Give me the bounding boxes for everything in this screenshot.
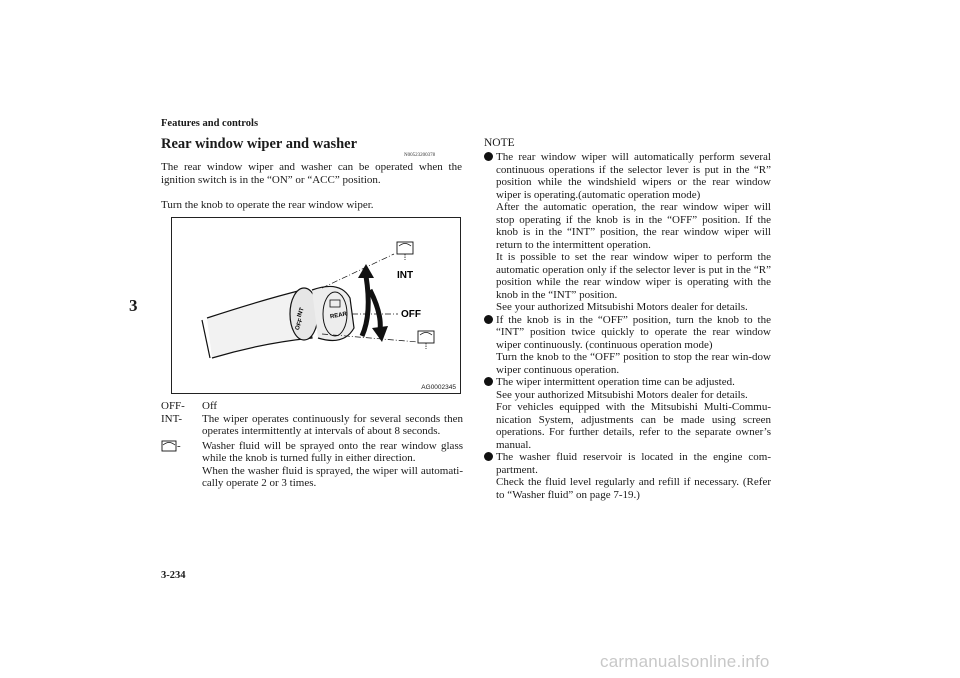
legend-text: The wiper operates continuously for several seconds then operates intermittently at intervals of about 8 seconds. xyxy=(202,413,463,438)
note-text: Check the fluid level regularly and refill if necessary. (Refer to “Washer fluid” on page 7-19.) xyxy=(496,476,771,501)
legend-text-line1: Washer fluid will be sprayed onto the rear window glass while the knob is turned fully in either direction. xyxy=(202,440,463,465)
note-bullet xyxy=(484,376,771,451)
knob-rear-label: REAR xyxy=(329,311,348,321)
knob-int-label: INT xyxy=(296,306,306,319)
washer-icon xyxy=(161,440,177,452)
note-text: See your authorized Mitsubishi Motors dealer for details. xyxy=(496,388,748,401)
legend-key: OFF- xyxy=(161,400,185,412)
note-text: The wiper intermittent operation time can be adjusted. xyxy=(496,376,735,388)
bullet-dot-icon xyxy=(484,315,493,324)
legend-text: Off xyxy=(202,400,218,412)
note-text: If the knob is in the “OFF” position, turn the knob to the “INT” position twice quickly to operate the rear window wiper continuously. (continuous operation mode) xyxy=(496,313,771,351)
legend-int xyxy=(161,413,463,439)
legend-text xyxy=(202,440,463,490)
note-bullet xyxy=(484,151,771,314)
legend-washer xyxy=(161,440,463,490)
note-text: Turn the knob to the “OFF” position to stop the rear win-dow wiper continuous operation. xyxy=(496,351,771,376)
legend-off xyxy=(161,400,463,413)
note-text: It is possible to set the rear window wiper to perform the automatic operation only if the selector lever is put in the “R” position while the rear window wiper is operating with the knob in the “INT” position. xyxy=(496,251,771,301)
wiper-lever-figure xyxy=(171,217,461,394)
page-number: 3-234 xyxy=(161,570,186,581)
instruction-paragraph: Turn the knob to operate the rear window wiper. xyxy=(161,199,374,211)
note-text: The rear window wiper will automatically perform several continuous operations if the selector lever is put in the “R” position while the windshield wipers or the rear window wiper is operating.(automatic operation mode) xyxy=(496,151,771,201)
off-position-label: OFF xyxy=(401,309,421,320)
note-bullet xyxy=(484,314,771,377)
section-title: Rear window wiper and washer xyxy=(161,136,358,152)
figure-id: AG0002345 xyxy=(421,384,456,391)
bullet-dot-icon xyxy=(484,152,493,161)
note-text: After the automatic operation, the rear window wiper will stop operating if the knob is in the “OFF” position. If the knob is in the “INT” position, the rear window wiper will return to the intermittent operation. xyxy=(496,201,771,251)
washer-icon-bottom xyxy=(418,331,434,349)
watermark[interactable]: carmanualsonline.info xyxy=(600,652,770,671)
legend-text-line2: When the washer fluid is sprayed, the wiper will automati-cally operate 2 or 3 times. xyxy=(202,464,463,490)
legend-key: INT- xyxy=(161,413,182,425)
note-title: NOTE xyxy=(484,137,515,149)
int-position-label: INT xyxy=(397,270,414,281)
legend-key xyxy=(161,440,199,452)
wiper-lever-illustration xyxy=(172,218,460,393)
intro-paragraph: The rear window wiper and washer can be operated when the ignition switch is in the “ON” or “ACC” position. xyxy=(161,161,462,186)
note-text: The washer fluid reservoir is located in the engine com-partment. xyxy=(496,451,771,476)
chapter-tab: 3 xyxy=(129,296,138,315)
note-text: See your authorized Mitsubishi Motors dealer for details. xyxy=(496,301,748,313)
note-text: For vehicles equipped with the Mitsubishi Multi-Commu-nication System, adjustments can be made using screen operations. For further details, refer to the separate owner’s manual. xyxy=(496,401,771,451)
bullet-dot-icon xyxy=(484,377,493,386)
legend-key-dash: - xyxy=(177,440,181,452)
washer-icon-top xyxy=(397,242,413,260)
bullet-dot-icon xyxy=(484,452,493,461)
section-code: N00523200378 xyxy=(404,153,436,158)
note-bullet xyxy=(484,451,771,501)
knob-off-label: OFF xyxy=(294,317,305,332)
note-bullet-list xyxy=(484,151,771,501)
running-header: Features and controls xyxy=(161,118,259,129)
